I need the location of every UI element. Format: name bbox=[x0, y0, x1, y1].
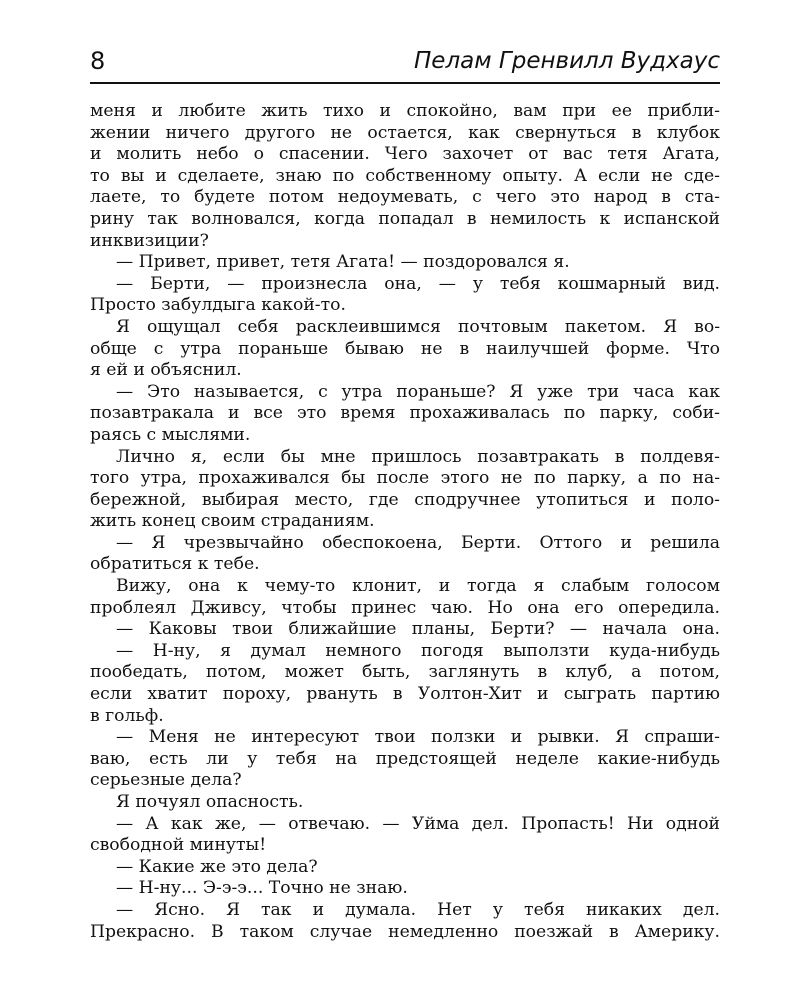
text-line: Вижу, она к чему-то клонит, и тогда я слабым голосом bbox=[116, 576, 720, 597]
text-line: в гольф. bbox=[90, 705, 164, 726]
text-line: серьезные дела? bbox=[90, 770, 242, 791]
text-line: ваю, есть ли у тебя на предстоящей неделе какие-нибудь bbox=[90, 748, 720, 769]
text-line: — Берти, — произнесла она, — у тебя кошмарный вид. bbox=[116, 273, 720, 294]
body-text bbox=[90, 101, 720, 943]
text-line: проблеял Дживсу, чтобы принес чаю. Но она его опередила. bbox=[90, 597, 720, 618]
text-line: того утра, прохаживался бы после этого не по парку, а по на- bbox=[90, 468, 720, 489]
text-line: инквизиции? bbox=[90, 230, 209, 251]
text-line: меня и любите жить тихо и спокойно, вам при ее прибли- bbox=[90, 101, 720, 121]
text-line: обратиться к тебе. bbox=[90, 554, 260, 575]
book-page bbox=[90, 44, 720, 943]
text-line: — Меня не интересуют твои ползки и рывки. Я спраши- bbox=[116, 727, 720, 748]
text-line: — Н-ну, я думал немного погодя выползти куда-нибудь bbox=[116, 640, 720, 661]
text-line: — Я чрезвычайно обеспокоена, Берти. Оттого и решила bbox=[116, 532, 720, 553]
running-title: Пелам Гренвилл Вудхаус bbox=[414, 48, 720, 74]
text-line: Прекрасно. В таком случае немедленно поезжай в Америку. bbox=[90, 921, 720, 942]
text-line: Я ощущал себя расклеившимся почтовым пакетом. Я во- bbox=[116, 316, 720, 337]
text-line: — Ясно. Я так и думала. Нет у тебя никаких дел. bbox=[116, 899, 720, 920]
text-line: — Каковы твои ближайшие планы, Берти? — начала она. bbox=[116, 619, 720, 640]
text-line: и молить небо о спасении. Чего захочет от вас тетя Агата, bbox=[90, 144, 720, 165]
text-line: если хватит пороху, рвануть в Уолтон-Хит и сыграть партию bbox=[90, 684, 720, 705]
text-line: лаете, то будете потом недоумевать, с чего это народ в ста- bbox=[90, 187, 720, 208]
text-line: — Н-ну... Э-э-э... Точно не знаю. bbox=[116, 878, 408, 899]
text-line: — Какие же это дела? bbox=[116, 856, 318, 877]
text-line: жить конец своим страданиям. bbox=[90, 511, 375, 532]
text-line: жении ничего другого не остается, как свернуться в клубок bbox=[90, 122, 720, 143]
text-line: то вы и сделаете, знаю по собственному опыту. А если не сде- bbox=[90, 165, 720, 186]
text-line: Просто забулдыга какой-то. bbox=[90, 295, 346, 316]
text-line: раясь с мыслями. bbox=[90, 424, 251, 445]
page-number: 8 bbox=[90, 47, 106, 75]
text-line: пообедать, потом, может быть, заглянуть в клуб, а потом, bbox=[90, 662, 720, 683]
text-line: Лично я, если бы мне пришлось позавтракать в полдевя- bbox=[116, 446, 720, 467]
text-line: бережной, выбирая место, где сподручнее утопиться и поло- bbox=[90, 489, 720, 510]
text-line: — А как же, — отвечаю. — Уйма дел. Пропасть! Ни одной bbox=[116, 813, 720, 834]
text-line: — Это называется, с утра пораньше? Я уже три часа как bbox=[116, 381, 720, 402]
text-line: позавтракала и все это время прохаживалась по парку, соби- bbox=[90, 403, 720, 424]
text-line: Я почуял опасность. bbox=[116, 792, 304, 812]
page-header bbox=[90, 44, 720, 84]
text-line: я ей и объяснил. bbox=[90, 360, 242, 381]
text-line: рину так волновался, когда попадал в немилость к испанской bbox=[90, 208, 720, 229]
text-line: свободной минуты! bbox=[90, 835, 267, 856]
text-line: обще с утра пораньше бываю не в наилучшей форме. Что bbox=[90, 338, 720, 359]
text-line: — Привет, привет, тетя Агата! — поздоровался я. bbox=[116, 252, 570, 273]
